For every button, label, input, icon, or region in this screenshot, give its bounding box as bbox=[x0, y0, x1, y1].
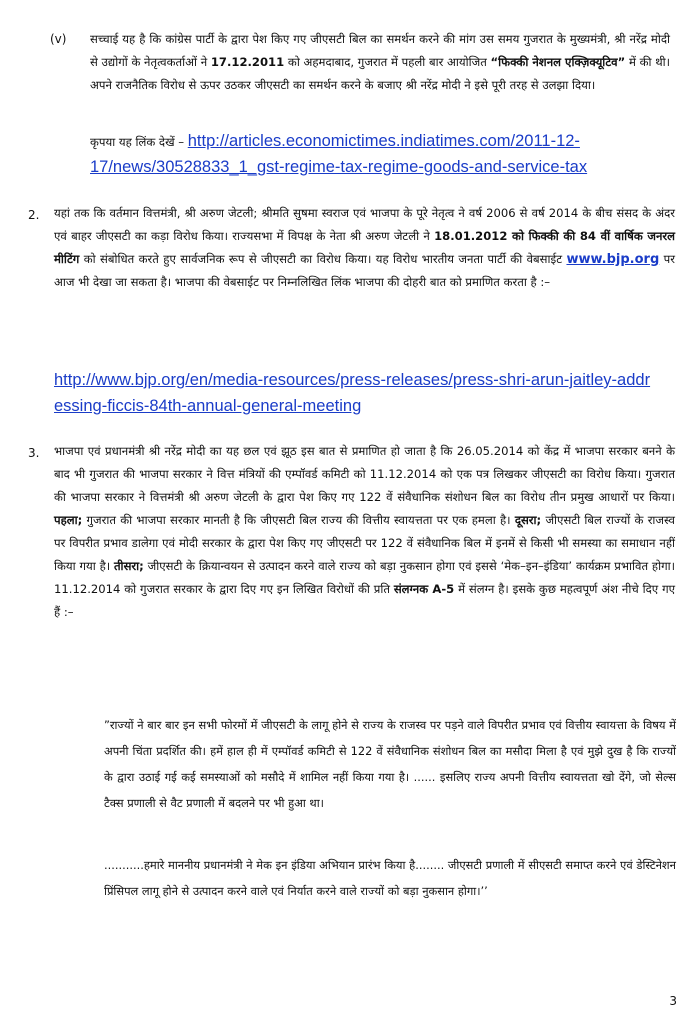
item-v-paragraph bbox=[90, 28, 670, 97]
bjp-press-release-link[interactable]: http://www.bjp.org/en/media-resources/press-releases/press-shri-arun-jaitley-addressing-ficcis-84th-annual-general-meeting bbox=[54, 371, 651, 415]
item-3-text-5: में संलग्न है। इसके कुछ महत्वपूर्ण अंश नीचे दिए गए हैं :– bbox=[54, 582, 676, 619]
item-3-marker: 3. bbox=[28, 446, 40, 460]
bjp-site-link[interactable]: www.bjp.org bbox=[566, 252, 660, 267]
item-v-text-3: में की थी। अपने राजनैतिक विरोध से ऊपर उठकर जीएसटी का समर्थन करने के बजाए श्री नरेंद्र मोदी ने इसे पूरी तरह से उलझा दिया। bbox=[90, 55, 671, 92]
page-number: 3 bbox=[669, 994, 677, 1008]
annexure-ref: संलग्नक A-5 bbox=[393, 582, 455, 596]
item-2-event: 18.01.2012 को फिक्की की 84 वीं वार्षिक जनरल मीटिंग bbox=[54, 229, 675, 266]
item-v-marker: (v) bbox=[50, 32, 67, 46]
quote-paragraph-2: ...........हमारे माननीय प्रधानमंत्री ने मेक इन इंडिया अभियान प्रारंभ किया है........ जीएसटी प्रणाली में सीएसटी समाप्त करने एवं डेस्टिनेशन प्रिंसिपल लागू होने से उत्पादन करने वाले एवं निर्यात करने वाले राज्यों को बड़ा नुकसान होगा।’’ bbox=[104, 858, 676, 898]
quote-paragraph-1: ”राज्यों ने बार बार इन सभी फोरमों में जीएसटी के लागू होने से राज्य के राजस्व पर पड़ने वाले विपरीत प्रभाव एवं वित्तीय स्वायत्ता के विषय में अपनी चिंता प्रदर्शित की। हमें हाल ही में एम्पॉवर्ड कमिटी से 122 वें संवैधानिक संशोधन बिल का मसौदा मिला है एवं मुझे दुख है कि राज्यों के द्वारा उठाई गई कई समस्याओं को मसौदे में शामिल नहीं किया गया है। ...... इसलिए राज्य अपनी वित्तीय स्वायत्तता खो देंगे, जो सेल्स टैक्स प्रणाली से वैट प्रणाली में बदलने पर भी हुआ था। bbox=[104, 718, 676, 810]
item-2-text-1: यहां तक कि वर्तमान वित्तमंत्री, श्री अरुण जेटली; श्रीमति सुषमा स्वराज एवं भाजपा के पूरे नेतृत्व ने वर्ष 2006 से वर्ष 2014 के बीच संसद के अंदर एवं बाहर जीएसटी का कड़ा विरोध किया। राज्यसभा में विपक्ष के नेता श्री अरुण जेटली ने bbox=[54, 206, 675, 243]
item-2-link-block bbox=[54, 367, 654, 419]
item-3-text-1: भाजपा एवं प्रधानमंत्री श्री नरेंद्र मोदी का यह छल एवं झूठ इस बात से प्रमाणित हो जाता है कि 26.05.2014 को केंद्र में भाजपा सरकार बनने के बाद भी गुजरात की भाजपा सरकार ने वित्त मंत्रियों की एम्पॉवर्ड कमिटी को 11.12.2014 को एक पत्र लिखकर जीएसटी का विरोध किया। गुजरात की भाजपा सरकार ने वित्तमंत्री श्री अरुण जेटली के द्वारा पेश किए गए 122 वें संवैधानिक संशोधन बिल का विरोध तीन प्रमुख आधारों पर किया। bbox=[54, 444, 675, 504]
item-3-text-3: जीएसटी बिल राज्यों के राजस्व पर विपरीत प्रभाव डालेगा एवं मोदी सरकार के द्वारा पेश किए गए जीएसटी पर 122 वें संवैधानिक बिल में इनमें से किसी भी समस्या का समाधान नहीं किया गया है। bbox=[54, 513, 675, 573]
item-v-link-block bbox=[90, 128, 680, 180]
item-2-text-3: पर आज भी देखा जा सकता है। भाजपा की वेबसाईट पर निम्नलिखित लिंक भाजपा की दोहरी बात को प्रमाणित करता है :– bbox=[54, 252, 675, 289]
item-3-first: पहला; bbox=[54, 513, 83, 527]
item-v-event: “फिक्की नेशनल एक्ज़िक्यूटिव” bbox=[490, 55, 626, 69]
item-3-third: तीसरा; bbox=[113, 559, 144, 573]
item-v-link-intro: कृपया यह लिंक देखें – bbox=[90, 135, 188, 149]
item-v-date: 17.12.2011 bbox=[210, 55, 285, 69]
item-v-text-1: सच्चाई यह है कि कांग्रेस पार्टी के द्वारा पेश किए गए जीएसटी बिल का समर्थन करने की मांग उस समय गुजरात के मुख्यमंत्री, श्री नरेंद्र मोदी से उद्योगों के नेतृत्वकर्ताओं ने bbox=[90, 32, 670, 69]
item-2-paragraph bbox=[54, 202, 675, 294]
economictimes-link[interactable]: http://articles.economictimes.indiatimes.com/2011-12-17/news/30528833_1_gst-regime-tax-regime-goods-and-service-tax bbox=[90, 132, 588, 176]
item-3-second: दूसरा; bbox=[514, 513, 542, 527]
item-v-text-2: को अहमदाबाद, गुजरात में पहली बार आयोजित bbox=[284, 55, 491, 69]
item-3-text-2: गुजरात की भाजपा सरकार मानती है कि जीएसटी बिल राज्य की वित्तीय स्वायत्तता पर एक हमला है। bbox=[82, 513, 515, 527]
item-2-marker: 2. bbox=[28, 208, 40, 222]
item-2-text-2: को संबोधित करते हुए सार्वजनिक रूप से जीएसटी का विरोध किया। यह विरोध भारतीय जनता पार्टी की वेबसाईट bbox=[79, 252, 567, 266]
item-3-paragraph bbox=[54, 440, 675, 624]
item-3-text-4: जीएसटी के क्रियान्वयन से उत्पादन करने वाले राज्य को बड़ा नुकसान होगा एवं इससे ‘मेक–इन–इंडिया’ कार्यक्रम प्रभावित होगा। 11.12.2014 को गुजरात सरकार के द्वारा दिए गए इन लिखित विरोधों की प्रति bbox=[54, 559, 675, 596]
